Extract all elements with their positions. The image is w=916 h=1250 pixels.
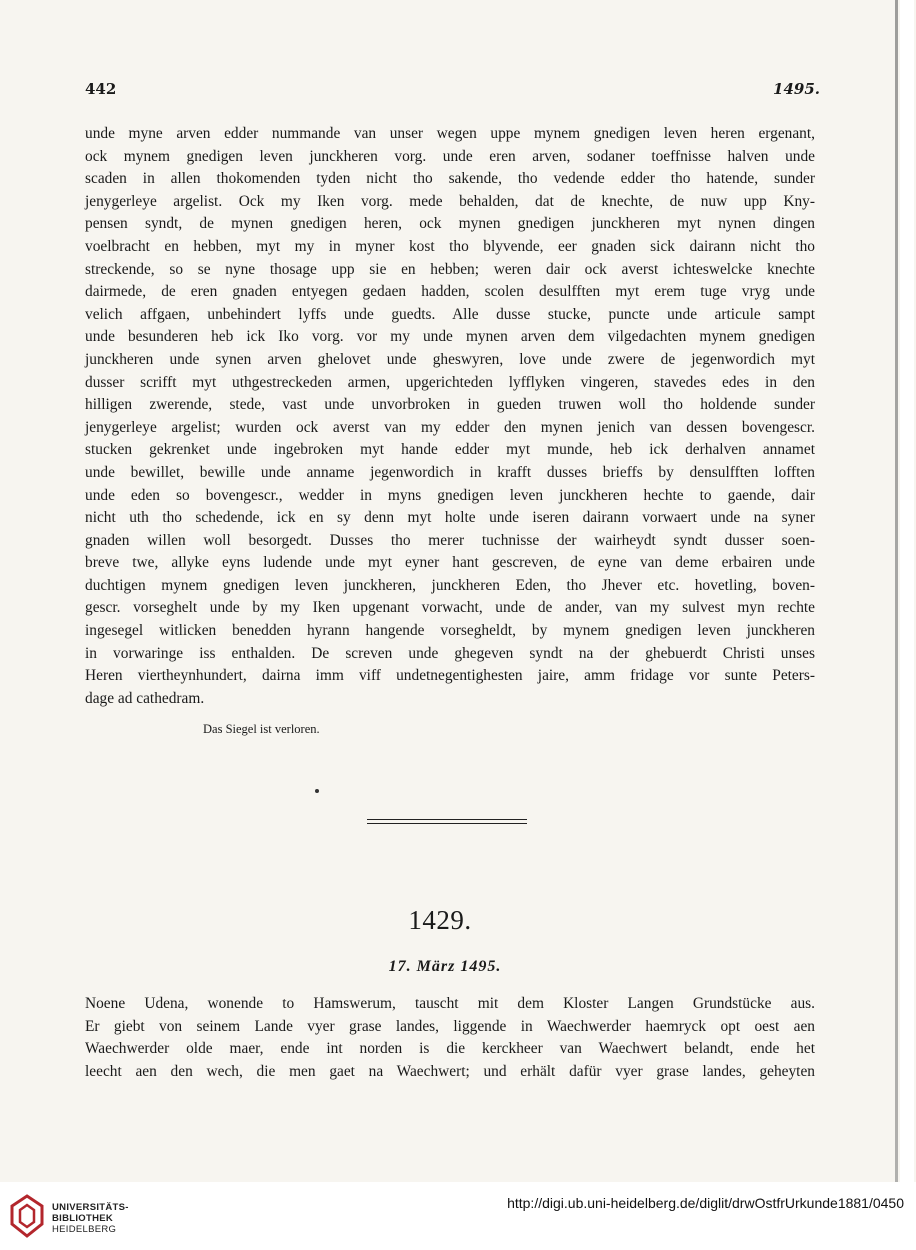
viewer-footer: [0, 1182, 916, 1250]
text-line: stucken gekrenket unde ingebroken myt hande edder myt munde, heb ick derhalven annamet: [85, 441, 815, 459]
text-line: unde eden so bovengescr., wedder in myns gnedigen leven junckheren hechte to gaende, dair: [85, 486, 815, 504]
text-line: unde besunderen heb ick Iko vorg. vor my unde mynen arven dem vilgedachten mynem gnedigen: [85, 328, 815, 346]
text-line: gnaden willen woll besorgedt. Dusses tho merer tuchnisse der wairheydt syndt dusser soen-: [85, 531, 815, 549]
text-line: velich affgaen, unbehindert lyffs unde guedts. Alle dusse stucke, puncte unde articule sampt: [85, 305, 815, 323]
library-name: [52, 1202, 129, 1235]
permalink-url[interactable]: http://digi.ub.uni-heidelberg.de/diglit/drwOstfrUrkunde1881/0450: [507, 1195, 904, 1211]
library-name-line: UNIVERSITÄTS-: [52, 1202, 129, 1213]
text-line: Waechwerder olde maer, ende int norden is die kerckheer van Waechwert belandt, ende het: [85, 1040, 815, 1058]
text-line: dairmede, de eren gnaden entyegen gedaen hadden, scolen desulfften myt erem tuge vryg unde: [85, 283, 815, 301]
section-divider: [367, 819, 527, 824]
text-line: ingesegel witlicken benedden hyrann hangende vorsegheldt, by mynem gnedigen leven junckheren: [85, 622, 815, 640]
text-line: hilligen zwerende, stede, vast unde unvorbroken in gueden truwen woll tho holdende sunder: [85, 396, 815, 414]
library-name-line: HEIDELBERG: [52, 1224, 117, 1235]
text-line: duchtigen mynem gnedigen leven junckheren, junckheren Eden, tho Jhever etc. hovetling, boven-: [85, 576, 815, 594]
running-year: 1495.: [773, 80, 820, 98]
text-line: voelbracht en hebben, myt my in myner kost tho blyvende, eer gnaden sick dairann nicht tho: [85, 237, 815, 255]
text-line: dusser scrifft myt uthgestreckeden armen, upgerichteden lyfflyken vingeren, stavedes edes in den: [85, 373, 815, 391]
ink-dot: [315, 789, 319, 793]
text-line: pensen syndt, de mynen gnedigen heren, ock mynen gnedigen junckheren myt nynen dingen: [85, 215, 815, 233]
document-number: 1429.: [408, 905, 472, 935]
text-line: ock mynem gnedigen leven junckheren vorg. unde eren arven, sodaner toeffnisse halven unde: [85, 147, 815, 165]
text-line: jenygerleye argelist; wurden ock averst van my edder den mynen jenich van dessen bovengescr.: [85, 418, 815, 436]
text-line: scaden in allen thokomenden tyden nicht tho sakende, tho vedende edder tho hatende, sunder: [85, 170, 815, 188]
text-line: in vorwaringe iss enthalden. De screven unde ghegeven syndt na der ghebuerdt Christi unses: [85, 644, 815, 662]
text-line: streckende, so se nyne thosage upp sie en hebben; weren dair ock averst ichteswelcke knechte: [85, 260, 815, 278]
document-date: 17. März 1495.: [388, 958, 502, 975]
text-line: Er giebt von seinem Lande vyer grase landes, liggende in Waechwerder haemryck opt oest aen: [85, 1017, 815, 1035]
text-line: Heren viertheynhundert, dairna imm viff undetnegentighesten jaire, amm fridage vor sunte Peters-: [85, 667, 815, 685]
text-line: leecht aen den wech, die men gaet na Waechwert; und erhält dafür vyer grase landes, geheyten: [85, 1062, 815, 1080]
page-number: 442: [85, 80, 117, 98]
next-document-text: [85, 993, 815, 1083]
university-seal-icon: [10, 1194, 44, 1238]
text-line: dage ad cathedram.: [85, 689, 205, 707]
text-line: unde bewillet, bewille unde anname jegenwordich in krafft dusses brieffs by densulfften lofften: [85, 463, 815, 481]
text-line: nicht uth tho schedende, ick en sy denn myt holte unde iseren dairann vorwaert unde na syner: [85, 509, 815, 527]
running-head: [85, 80, 820, 100]
text-line: breve twe, allyke eyns ludende unde myt eyner hant gescreven, de eyne van deme erbairen unde: [85, 554, 815, 572]
text-line: gescr. vorseghelt unde by my Iken upgenant vorwacht, unde de ander, van my sulvest myn rechte: [85, 599, 815, 617]
text-line: Noene Udena, wonende to Hamswerum, tauscht mit dem Kloster Langen Grundstücke aus.: [85, 995, 815, 1012]
seal-note: Das Siegel ist verloren.: [203, 722, 320, 736]
charter-body-text: [85, 123, 815, 710]
text-line: jenygerleye argelist. Ock my Iken vorg. mede behalden, dat de knechte, de nuw upp Kny-: [85, 192, 815, 210]
text-line: unde myne arven edder nummande van unser wegen uppe mynem gnedigen leven heren ergenant,: [85, 125, 815, 142]
text-line: junckheren unde synen arven ghelovet unde gheswyren, love unde zwere de jegenwordich myt: [85, 350, 815, 368]
library-name-line: BIBLIOTHEK: [52, 1213, 114, 1224]
